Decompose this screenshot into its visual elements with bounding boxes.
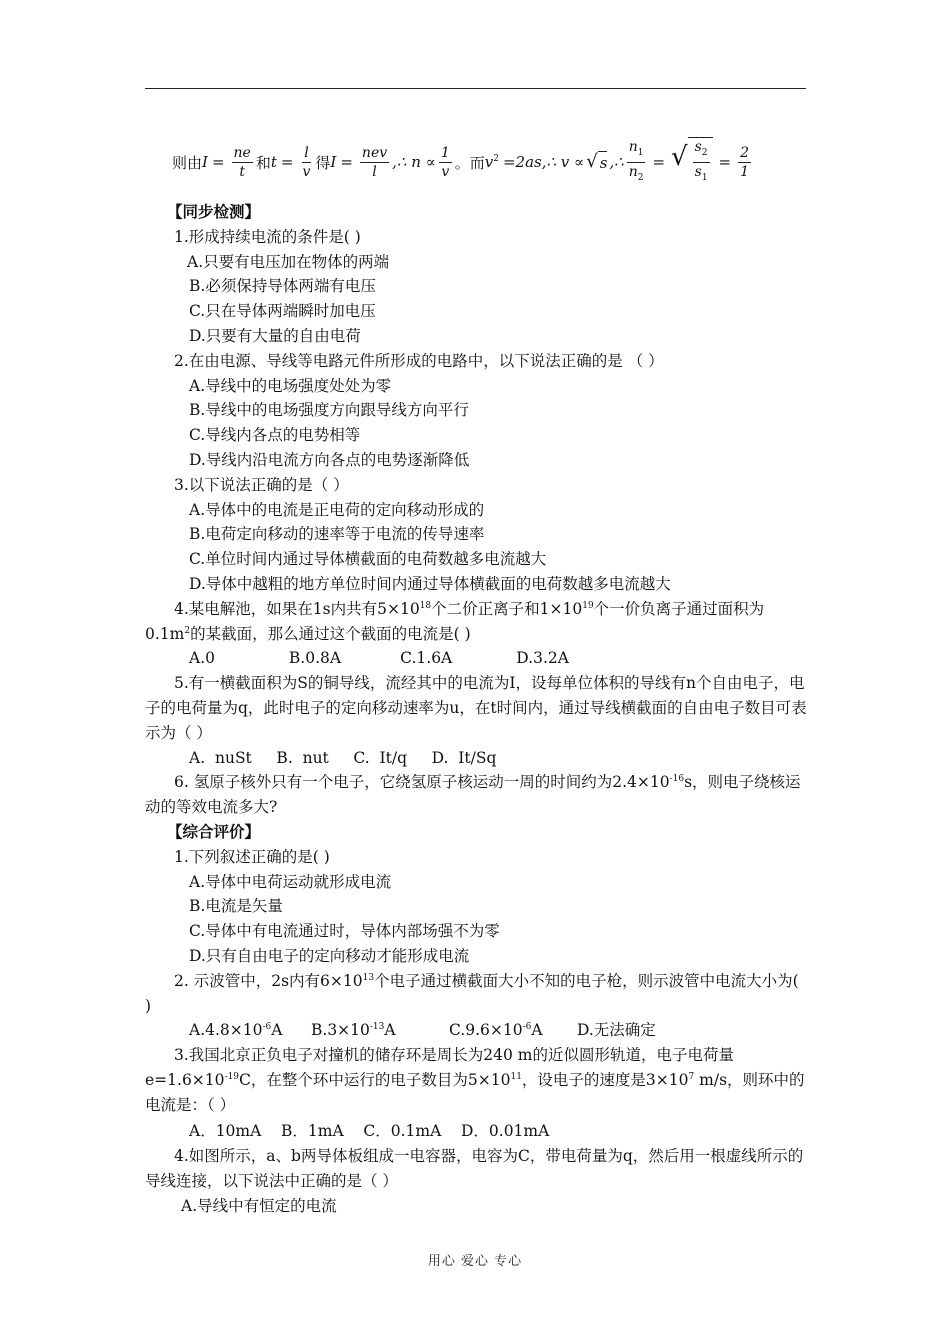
option-d: D.无法确定 — [577, 1021, 656, 1040]
fraction-numerator: 1 — [440, 144, 450, 161]
formula-and: 和 — [255, 153, 271, 172]
question-4-options: A.0 B.0.8A C.1.6A D.3.2A — [189, 649, 569, 668]
option-a: A.导体中电荷运动就形成电流 — [189, 872, 392, 891]
formula-v-squared: $v^2$ — [484, 153, 499, 171]
fraction-s2-s1 — [693, 138, 710, 187]
option-c: C.只在导体两端瞬时加电压 — [189, 302, 376, 321]
sqrt-s: √ s — [586, 151, 608, 172]
option-b: B.电荷定向移动的速率等于电流的传导速率 — [189, 525, 485, 544]
formula-i: I — [202, 153, 208, 171]
fraction-denominator: v — [302, 163, 311, 180]
fraction-1-v — [439, 144, 452, 181]
option-c: C.导线内各点的电势相等 — [189, 426, 361, 445]
option-c: $C.9.6\times 10^{-6}A$ — [449, 1021, 543, 1040]
radical-icon: √ — [671, 142, 688, 173]
fraction-n1-n2 — [627, 138, 646, 187]
section-heading: 【综合评价】 — [167, 821, 261, 841]
option-a: $A.4.8\times 10^{-6}A$ — [189, 1021, 283, 1040]
eval-question-3: 3.我国北京正负电子对撞机的储存环是周长为240 m的近似圆形轨道，电子电荷量$e=1.6\times 10^{-19}C$，在整个环中运行的电子数目为$5\times 10^{11}$，设电子的速度是$3\times 10^7$ m/s，则环中的电流是：（ ） — [145, 1046, 805, 1114]
formula-eq: = — [340, 153, 353, 171]
page-footer: 用心 爱心 专心 — [427, 1254, 523, 1269]
formula-eq: = — [280, 153, 294, 171]
option-b: B.必须保持导体两端有电压 — [189, 277, 376, 296]
sqrt-fraction — [671, 137, 713, 187]
question-5-options: A. nuSt B. nut C. It/q D. It/Sq — [189, 748, 497, 767]
eval-question-1: 1.下列叙述正确的是( ) — [174, 847, 330, 866]
fraction-denominator: l — [372, 163, 377, 180]
question-4: 4.某电解池，如果在1s内共有$5\times 10^{18}$个二价正离子和$1\times 10^{19}$个一价负离子通过面积为 — [174, 599, 765, 618]
option-b: B.电流是矢量 — [189, 897, 283, 916]
formula-get: 得 — [315, 153, 331, 172]
option-d: D.导线内沿电流方向各点的电势逐渐降低 — [189, 450, 470, 469]
question-1: 1.形成持续电流的条件是( ) — [174, 227, 361, 246]
formula-t: t — [270, 153, 277, 171]
eval-question-3-options: A．10mA B．1mA C．0.1mA D．0.01mA — [189, 1122, 550, 1141]
header-rule — [145, 88, 806, 89]
option-b: B.导线中的电场强度方向跟导线方向平行 — [189, 401, 469, 420]
document-body — [145, 200, 809, 1219]
option-a: A.导体中的电流是正电荷的定向移动形成的 — [189, 500, 485, 519]
option-b: $B.3\times 10^{-13}A$ — [311, 1021, 396, 1040]
fraction-denominator: $n_2$ — [628, 163, 644, 183]
option-c: C.导体中有电流通过时，导体内部场强不为零 — [189, 922, 500, 941]
formula-period: 。而 — [454, 153, 485, 172]
fraction-numerator: 2 — [740, 144, 750, 161]
section-heading: 【同步检测】 — [167, 202, 261, 221]
formula-eq: = — [211, 153, 225, 171]
fraction-2-1 — [738, 144, 751, 181]
option-c: C.单位时间内通过导体横截面的电荷数越多电流越大 — [189, 550, 547, 569]
fraction-nev-l — [360, 144, 389, 181]
eval-question-2-options — [145, 1018, 809, 1043]
fraction-numerator: $n_1$ — [627, 138, 646, 163]
formula-eq: = — [718, 153, 732, 171]
formula-prefix: 则由 — [172, 153, 203, 172]
fraction-l-v — [300, 144, 312, 181]
fraction-numerator: ne — [233, 144, 251, 161]
fraction-ne-t — [232, 144, 253, 181]
fraction-numerator: nev — [361, 144, 388, 161]
option-d: D.只有自由电子的定向移动才能形成电流 — [189, 946, 470, 965]
question-4-continued: $0.1m^2$的某截面，那么通过这个截面的电流是( ) — [145, 624, 471, 643]
eval-question-4: 4.如图所示，a、b两导体板组成一电容器，电容为C，带电荷量为q，然后用一根虚线所示的导线连接，以下说法中正确的是（ ） — [145, 1147, 804, 1191]
formula-therefore: ,∴ n ∝ — [392, 153, 436, 171]
formula-eq: = — [652, 153, 666, 171]
fraction-denominator: v — [441, 163, 450, 180]
option-a: A.导线中的电场强度处处为零 — [189, 376, 392, 395]
fraction-denominator: t — [239, 163, 245, 180]
formula-i: I — [330, 153, 337, 171]
fraction-denominator: $s_1$ — [694, 164, 708, 183]
formula-therefore: ,∴ — [609, 153, 624, 171]
fraction-numerator: $s_2$ — [693, 138, 710, 163]
formula-relation: =2as,∴ v ∝ — [502, 153, 585, 171]
question-6: 6. 氢原子核外只有一个电子，它绕氢原子核运动一周的时间约为$2.4\times 10^{-16}s$，则电子绕核运动的等效电流多大? — [145, 773, 801, 817]
formula-line — [172, 134, 754, 190]
option-a: A.只要有电压加在物体的两端 — [187, 252, 390, 271]
question-3: 3.以下说法正确的是（ ） — [174, 475, 349, 494]
question-2: 2.在由电源、导线等电路元件所形成的电路中，以下说法正确的是 （ ） — [174, 351, 664, 370]
fraction-numerator: l — [304, 144, 309, 161]
question-5: 5.有一横截面积为S的铜导线，流经其中的电流为I，设每单位体积的导线有n个自由电子，电子的电荷量为q，此时电子的定向移动速率为u，在t时间内，通过导线横截面的自由电子数目可表示为（ ） — [145, 674, 807, 742]
option-d: D.只要有大量的自由电荷 — [189, 326, 361, 345]
option-a: A.导线中有恒定的电流 — [181, 1196, 337, 1215]
eval-question-2: 2. 示波管中，2s内有$6\times 10^{13}$个电子通过横截面大小不知的电子枪，则示波管中电流大小为( ) — [145, 971, 799, 1015]
option-d: D.导体中越粗的地方单位时间内通过导体横截面的电荷数越多电流越大 — [189, 574, 671, 593]
radical-icon: √ — [586, 151, 598, 172]
fraction-denominator: 1 — [740, 163, 750, 180]
